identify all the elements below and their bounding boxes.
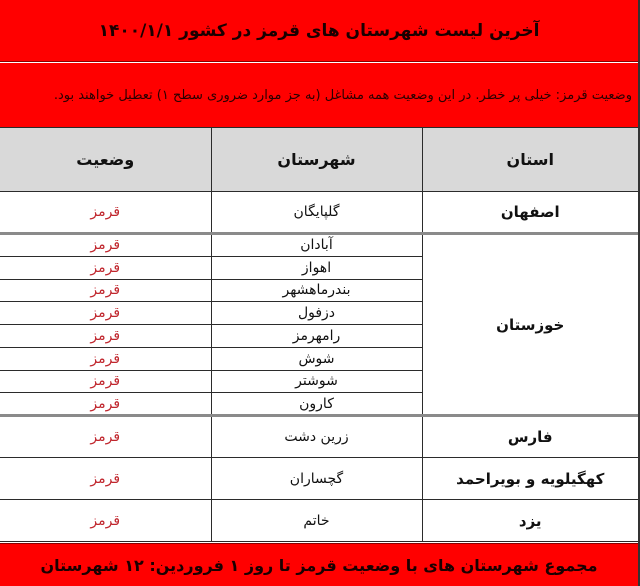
status-cell: قرمز xyxy=(0,279,211,302)
status-cell: قرمز xyxy=(0,500,211,542)
summary-text: مجموع شهرستان های با وضعیت قرمز تا روز ۱ فروردین: ۱۲ شهرستان xyxy=(40,555,598,575)
province-cell: کهگیلویه و بویراحمد xyxy=(422,458,638,500)
province-cell: اصفهان xyxy=(422,192,638,234)
county-cell: اهواز xyxy=(211,256,422,279)
notice-banner xyxy=(0,63,638,127)
status-cell: قرمز xyxy=(0,302,211,325)
county-cell: کارون xyxy=(211,393,422,416)
county-cell: شوش xyxy=(211,347,422,370)
table-row xyxy=(0,192,638,234)
status-cell: قرمز xyxy=(0,458,211,500)
status-cell: قرمز xyxy=(0,393,211,416)
status-cell: قرمز xyxy=(0,325,211,348)
status-cell: قرمز xyxy=(0,416,211,458)
status-cell: قرمز xyxy=(0,347,211,370)
county-cell: زرین دشت xyxy=(211,416,422,458)
table-row xyxy=(0,234,638,257)
status-cell: قرمز xyxy=(0,192,211,234)
page-title: آخرین لیست شهرستان های قرمز در کشور ۱۴۰۰/۱/۱ xyxy=(98,20,540,41)
county-cell: بندرماهشهر xyxy=(211,279,422,302)
county-cell: گلپایگان xyxy=(211,192,422,234)
county-cell: آبادان xyxy=(211,234,422,257)
province-cell: یزد xyxy=(422,500,638,542)
column-header-status: وضعیت xyxy=(0,128,211,192)
notice-text: وضعیت قرمز: خیلی پر خطر. در این وضعیت همه مشاغل (به جز موارد ضروری سطح ۱) تعطیل خواهند بود. xyxy=(53,87,632,103)
column-header-province: استان xyxy=(422,128,638,192)
table-row xyxy=(0,416,638,458)
province-cell: فارس xyxy=(422,416,638,458)
status-cell: قرمز xyxy=(0,256,211,279)
county-cell: شوشتر xyxy=(211,370,422,393)
summary-banner xyxy=(0,543,638,586)
table-row xyxy=(0,500,638,542)
province-cell: خوزستان xyxy=(422,234,638,416)
title-banner xyxy=(0,0,638,62)
table-header-row xyxy=(0,128,638,192)
status-cell: قرمز xyxy=(0,370,211,393)
status-cell: قرمز xyxy=(0,234,211,257)
county-cell: خاتم xyxy=(211,500,422,542)
county-cell: گچساران xyxy=(211,458,422,500)
column-header-county: شهرستان xyxy=(211,128,422,192)
county-cell: دزفول xyxy=(211,302,422,325)
table-row xyxy=(0,458,638,500)
red-counties-table xyxy=(0,127,638,542)
county-cell: رامهرمز xyxy=(211,325,422,348)
